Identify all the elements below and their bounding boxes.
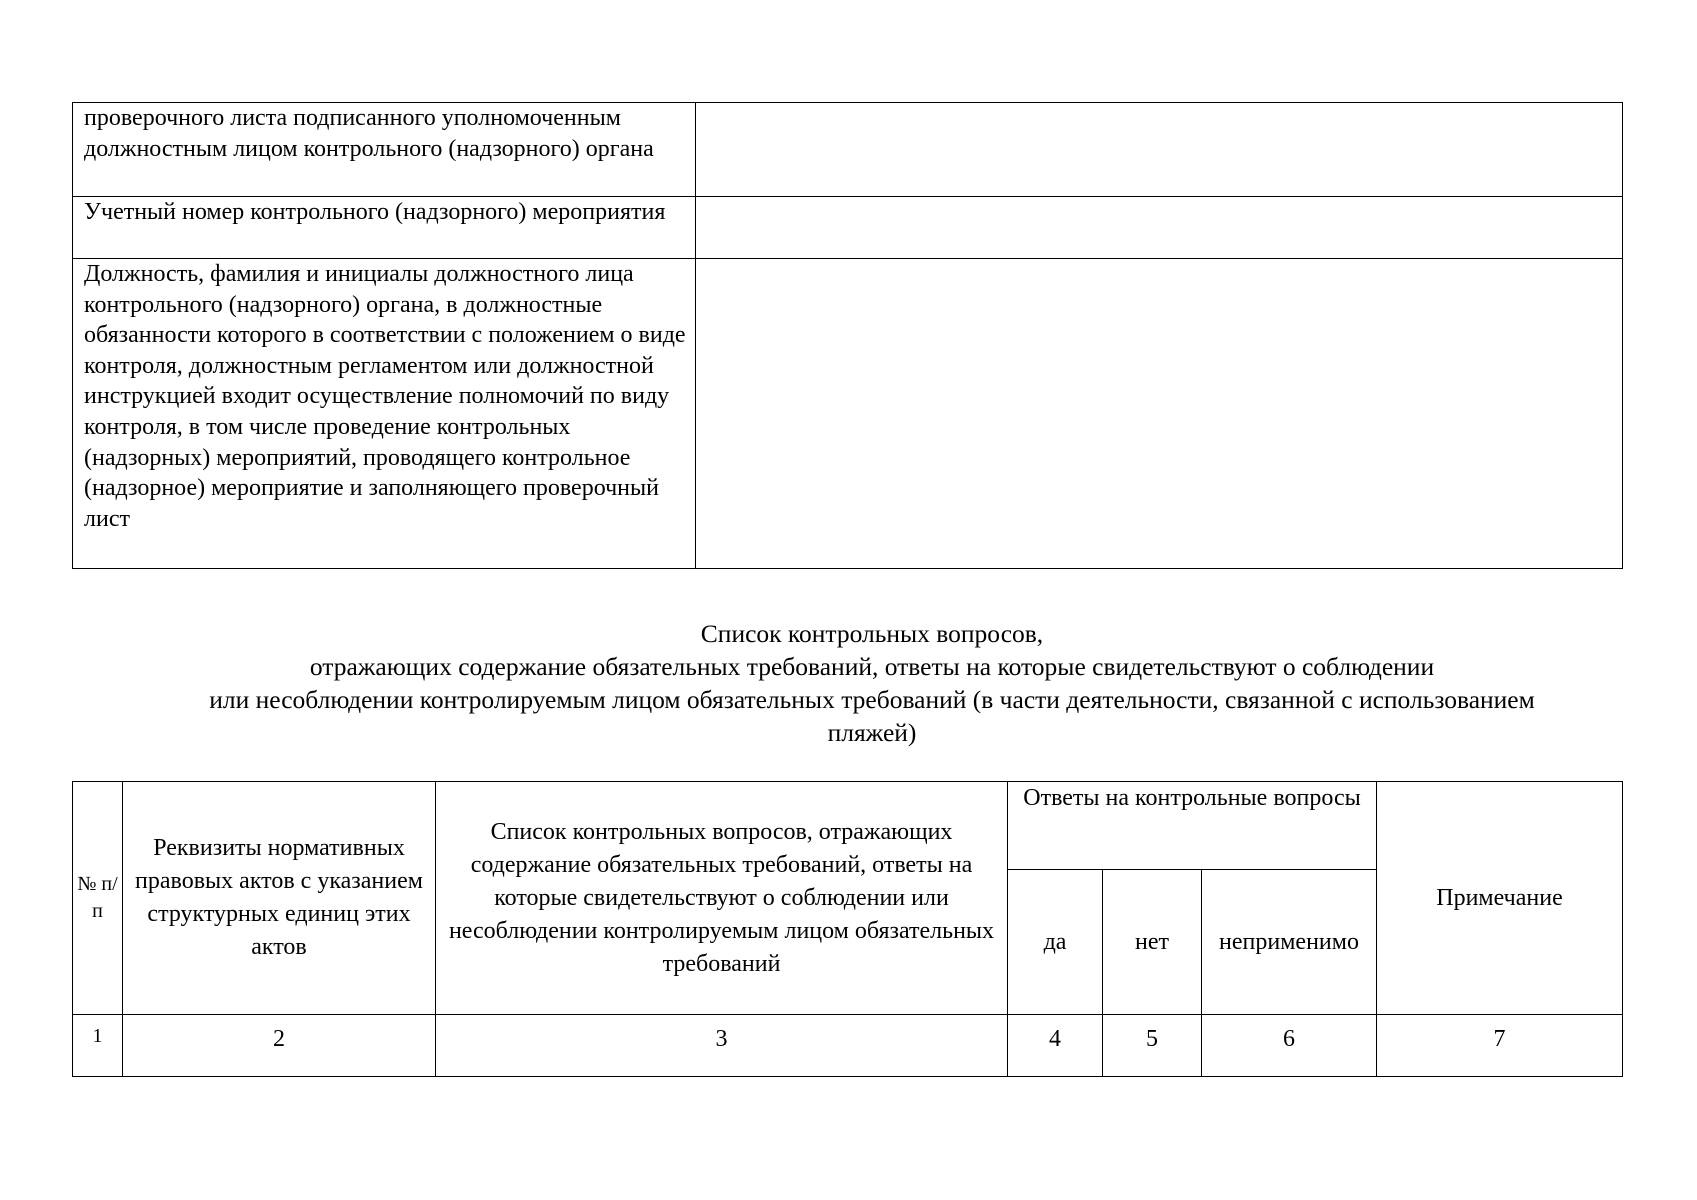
column-number-2: 2: [123, 1015, 436, 1077]
info-value-signature: [696, 103, 1623, 197]
info-label-signature: проверочного листа подписанного уполномоченным должностным лицом контрольного (надзорного) органа: [73, 103, 696, 197]
checklist-heading: [122, 617, 1622, 749]
info-value-official: [696, 259, 1623, 569]
heading-line-2: отражающих содержание обязательных требований, ответы на которые свидетельствуют о соблюдении: [309, 652, 1435, 681]
header-answer-yes: да: [1008, 870, 1103, 1015]
column-number-6: 6: [1202, 1015, 1377, 1077]
info-row-official: [73, 259, 1623, 569]
info-row-registration-number: [73, 197, 1623, 259]
info-value-registration-number: [696, 197, 1623, 259]
column-number-5: 5: [1103, 1015, 1202, 1077]
info-row-signature: [73, 103, 1623, 197]
column-number-1: 1: [73, 1015, 123, 1077]
info-label-registration-number: Учетный номер контрольного (надзорного) мероприятия: [73, 197, 696, 259]
header-note: Примечание: [1377, 782, 1623, 1015]
info-label-official: Должность, фамилия и инициалы должностного лица контрольного (надзорного) органа, в должностные обязанности которого в соответствии с положением о виде контроля, должностным регламентом или должностной инструкцией входит осуществление полномочий по виду контроля, в том числе проведение контрольных (надзорных) мероприятий, проводящего контрольное (надзорное) мероприятие и заполняющего проверочный лист: [73, 259, 696, 569]
column-number-4: 4: [1008, 1015, 1103, 1077]
heading-line-1: Список контрольных вопросов,: [700, 619, 1044, 648]
header-questions: Список контрольных вопросов, отражающих содержание обязательных требований, ответы на которые свидетельствуют о соблюдении или несоблюдении контролируемым лицом обязательных требований: [436, 782, 1008, 1015]
heading-line-4: пляжей): [827, 718, 917, 747]
header-number: № п/п: [73, 782, 123, 1015]
column-number-row: [73, 1015, 1623, 1077]
header-answer-no: нет: [1103, 870, 1202, 1015]
inspection-info-table: [72, 102, 1623, 569]
header-requisites: Реквизиты нормативных правовых актов с указанием структурных единиц этих актов: [123, 782, 436, 1015]
checklist-header-row: [73, 782, 1623, 870]
header-answers: Ответы на контрольные вопросы: [1008, 782, 1377, 870]
header-answer-not-applicable: неприменимо: [1202, 870, 1377, 1015]
column-number-7: 7: [1377, 1015, 1623, 1077]
column-number-3: 3: [436, 1015, 1008, 1077]
checklist-table: [72, 781, 1623, 1077]
heading-line-3: или несоблюдении контролируемым лицом обязательных требований (в части деятельности, связанной с использованием: [209, 685, 1535, 714]
